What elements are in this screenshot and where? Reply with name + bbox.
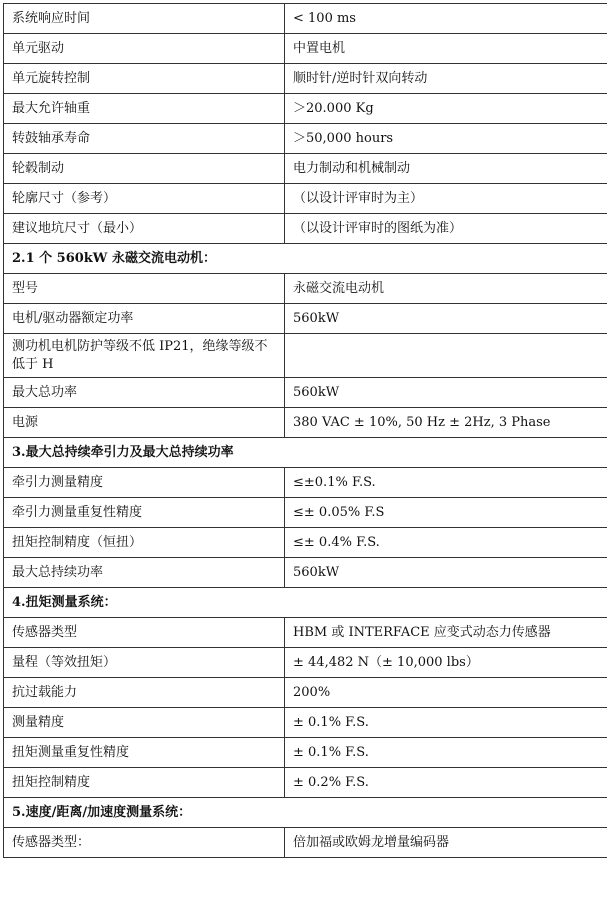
spec-label: 系统响应时间 — [4, 4, 285, 34]
spec-row — [4, 708, 607, 738]
spec-value: 560kW — [285, 558, 607, 588]
spec-label: 单元驱动 — [4, 34, 285, 64]
spec-value — [285, 334, 607, 378]
spec-label: 单元旋转控制 — [4, 64, 285, 94]
spec-value: 560kW — [285, 304, 607, 334]
section-header-row — [4, 798, 607, 828]
spec-label: 传感器类型 — [4, 618, 285, 648]
section-header-row — [4, 244, 607, 274]
spec-value: 中置电机 — [285, 34, 607, 64]
spec-value: ± 44,482 N（± 10,000 lbs） — [285, 648, 607, 678]
spec-label: 型号 — [4, 274, 285, 304]
spec-label: 扭矩测量重复性精度 — [4, 738, 285, 768]
spec-row — [4, 648, 607, 678]
spec-label: 轮廓尺寸（参考） — [4, 184, 285, 214]
spec-value: 200% — [285, 678, 607, 708]
spec-value: HBM 或 INTERFACE 应变式动态力传感器 — [285, 618, 607, 648]
spec-value: 电力制动和机械制动 — [285, 154, 607, 184]
spec-row — [4, 378, 607, 408]
spec-row — [4, 618, 607, 648]
spec-value: 倍加福或欧姆龙增量编码器 — [285, 828, 607, 858]
spec-row — [4, 334, 607, 378]
spec-label: 最大总功率 — [4, 378, 285, 408]
section-header-row — [4, 588, 607, 618]
spec-label: 轮毂制动 — [4, 154, 285, 184]
spec-value: 380 VAC ± 10%, 50 Hz ± 2Hz, 3 Phase — [285, 408, 607, 438]
spec-value: 560kW — [285, 378, 607, 408]
spec-row — [4, 828, 607, 858]
spec-label: 牵引力测量重复性精度 — [4, 498, 285, 528]
spec-row — [4, 558, 607, 588]
spec-value: 永磁交流电动机 — [285, 274, 607, 304]
spec-label: 测功机电机防护等级不低 IP21，绝缘等级不低于 H — [4, 334, 285, 378]
spec-row — [4, 738, 607, 768]
spec-label: 牵引力测量精度 — [4, 468, 285, 498]
spec-row — [4, 304, 607, 334]
spec-value: ± 0.1% F.S. — [285, 708, 607, 738]
spec-row — [4, 498, 607, 528]
spec-row — [4, 678, 607, 708]
spec-row — [4, 94, 607, 124]
spec-value: 顺时针/逆时针双向转动 — [285, 64, 607, 94]
spec-label: 建议地坑尺寸（最小） — [4, 214, 285, 244]
spec-label: 测量精度 — [4, 708, 285, 738]
spec-label: 电源 — [4, 408, 285, 438]
spec-value: （以设计评审时的图纸为准） — [285, 214, 607, 244]
spec-row — [4, 768, 607, 798]
spec-row — [4, 4, 607, 34]
spec-label: 扭矩控制精度 — [4, 768, 285, 798]
spec-row — [4, 64, 607, 94]
spec-row — [4, 214, 607, 244]
spec-value: ＞20.000 Kg — [285, 94, 607, 124]
spec-label: 电机/驱动器额定功率 — [4, 304, 285, 334]
spec-row — [4, 124, 607, 154]
spec-row — [4, 408, 607, 438]
spec-row — [4, 184, 607, 214]
spec-value: ≤± 0.05% F.S — [285, 498, 607, 528]
spec-row — [4, 468, 607, 498]
section-title: 4.扭矩测量系统： — [4, 588, 607, 618]
spec-value: < 100 ms — [285, 4, 607, 34]
spec-row — [4, 528, 607, 558]
spec-value: ＞50,000 hours — [285, 124, 607, 154]
section-header-row — [4, 438, 607, 468]
spec-value: （以设计评审时为主） — [285, 184, 607, 214]
spec-label: 传感器类型： — [4, 828, 285, 858]
spec-label: 最大允许轴重 — [4, 94, 285, 124]
spec-label: 量程（等效扭矩） — [4, 648, 285, 678]
spec-value: ≤± 0.4% F.S. — [285, 528, 607, 558]
spec-value: ≤±0.1% F.S. — [285, 468, 607, 498]
spec-row — [4, 34, 607, 64]
spec-label: 抗过载能力 — [4, 678, 285, 708]
section-title: 3.最大总持续牵引力及最大总持续功率 — [4, 438, 607, 468]
spec-value: ± 0.2% F.S. — [285, 768, 607, 798]
spec-label: 扭矩控制精度（恒扭） — [4, 528, 285, 558]
section-title: 2.1 个 560kW 永磁交流电动机： — [4, 244, 607, 274]
spec-row — [4, 274, 607, 304]
spec-table — [3, 3, 607, 858]
spec-row — [4, 154, 607, 184]
spec-value: ± 0.1% F.S. — [285, 738, 607, 768]
section-title: 5.速度/距离/加速度测量系统： — [4, 798, 607, 828]
spec-table-body — [4, 4, 607, 858]
spec-label: 转鼓轴承寿命 — [4, 124, 285, 154]
spec-label: 最大总持续功率 — [4, 558, 285, 588]
